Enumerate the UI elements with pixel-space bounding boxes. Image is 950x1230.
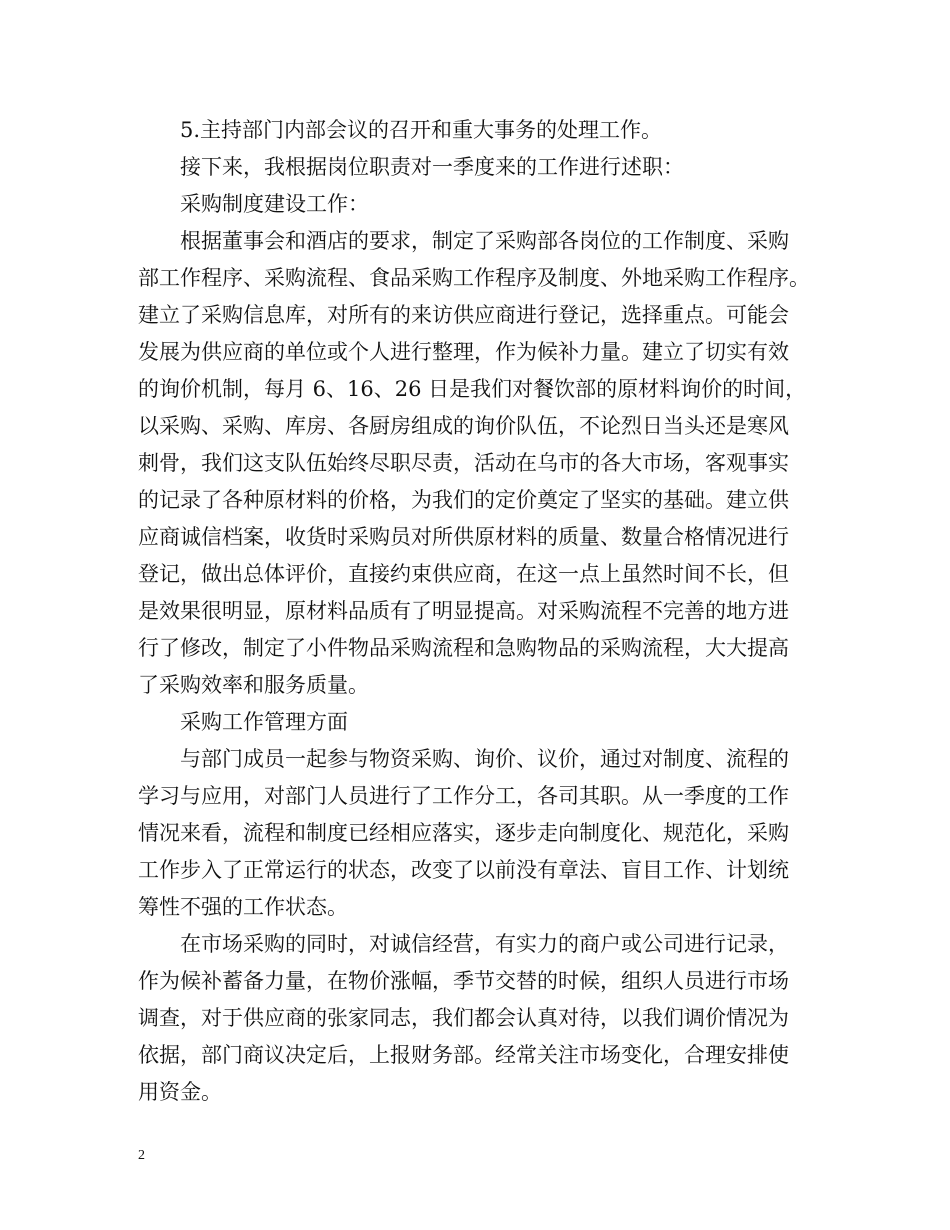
section-heading: 采购工作管理方面 [180, 710, 348, 734]
section-heading: 采购制度建设工作： [180, 192, 369, 216]
text-line: 的记录了各种原材料的价格，为我们的定价奠定了坚实的基础。建立供 [138, 488, 789, 512]
text-line: 登记，做出总体评价，直接约束供应商，在这一点上虽然时间不长，但 [138, 562, 789, 586]
text-line: 作为候补蓄备力量，在物价涨幅，季节交替的时候，组织人员进行市场 [138, 969, 789, 993]
text-line: 筹性不强的工作状态。 [138, 895, 348, 919]
text-line: 发展为供应商的单位或个人进行整理，作为候补力量。建立了切实有效 [138, 340, 789, 364]
text-line: 情况来看，流程和制度已经相应落实，逐步走向制度化、规范化，采购 [138, 821, 789, 845]
text-line: 建立了采购信息库，对所有的来访供应商进行登记，选择重点。可能会 [138, 303, 789, 327]
text-line: 学习与应用，对部门人员进行了工作分工，各司其职。从一季度的工作 [138, 784, 789, 808]
text-line: 与部门成员一起参与物资采购、询价、议价，通过对制度、流程的 [180, 747, 789, 771]
text-line: 应商诚信档案，收货时采购员对所供原材料的质量、数量合格情况进行 [138, 525, 789, 549]
text-line: 5.主持部门内部会议的召开和重大事务的处理工作。 [180, 118, 663, 142]
text-line: 了采购效率和服务质量。 [138, 673, 369, 697]
text-line: 以采购、采购、库房、各厨房组成的询价队伍，不论烈日当头还是寒风 [138, 414, 789, 438]
text-line: 根据董事会和酒店的要求，制定了采购部各岗位的工作制度、采购 [180, 229, 789, 253]
text-line: 是效果很明显，原材料品质有了明显提高。对采购流程不完善的地方进 [138, 599, 789, 623]
text-line: 依据，部门商议决定后，上报财务部。经常关注市场变化，合理安排使 [138, 1043, 789, 1067]
text-line: 用资金。 [138, 1080, 222, 1104]
text-line: 刺骨，我们这支队伍始终尽职尽责，活动在乌市的各大市场，客观事实 [138, 451, 789, 475]
text-line: 的询价机制，每月 6、16、26 日是我们对餐饮部的原材料询价的时间， [138, 377, 807, 401]
document-body [138, 112, 818, 1111]
text-line: 行了修改，制定了小件物品采购流程和急购物品的采购流程，大大提高 [138, 636, 789, 660]
page-number: 2 [138, 1148, 145, 1163]
text-line: 接下来，我根据岗位职责对一季度来的工作进行述职： [180, 155, 684, 179]
text-line: 在市场采购的同时，对诚信经营，有实力的商户或公司进行记录， [180, 932, 789, 956]
text-line: 工作步入了正常运行的状态，改变了以前没有章法、盲目工作、计划统 [138, 858, 789, 882]
text-line: 部工作程序、采购流程、食品采购工作程序及制度、外地采购工作程序。 [138, 266, 810, 290]
text-line: 调查，对于供应商的张家同志，我们都会认真对待，以我们调价情况为 [138, 1006, 789, 1030]
